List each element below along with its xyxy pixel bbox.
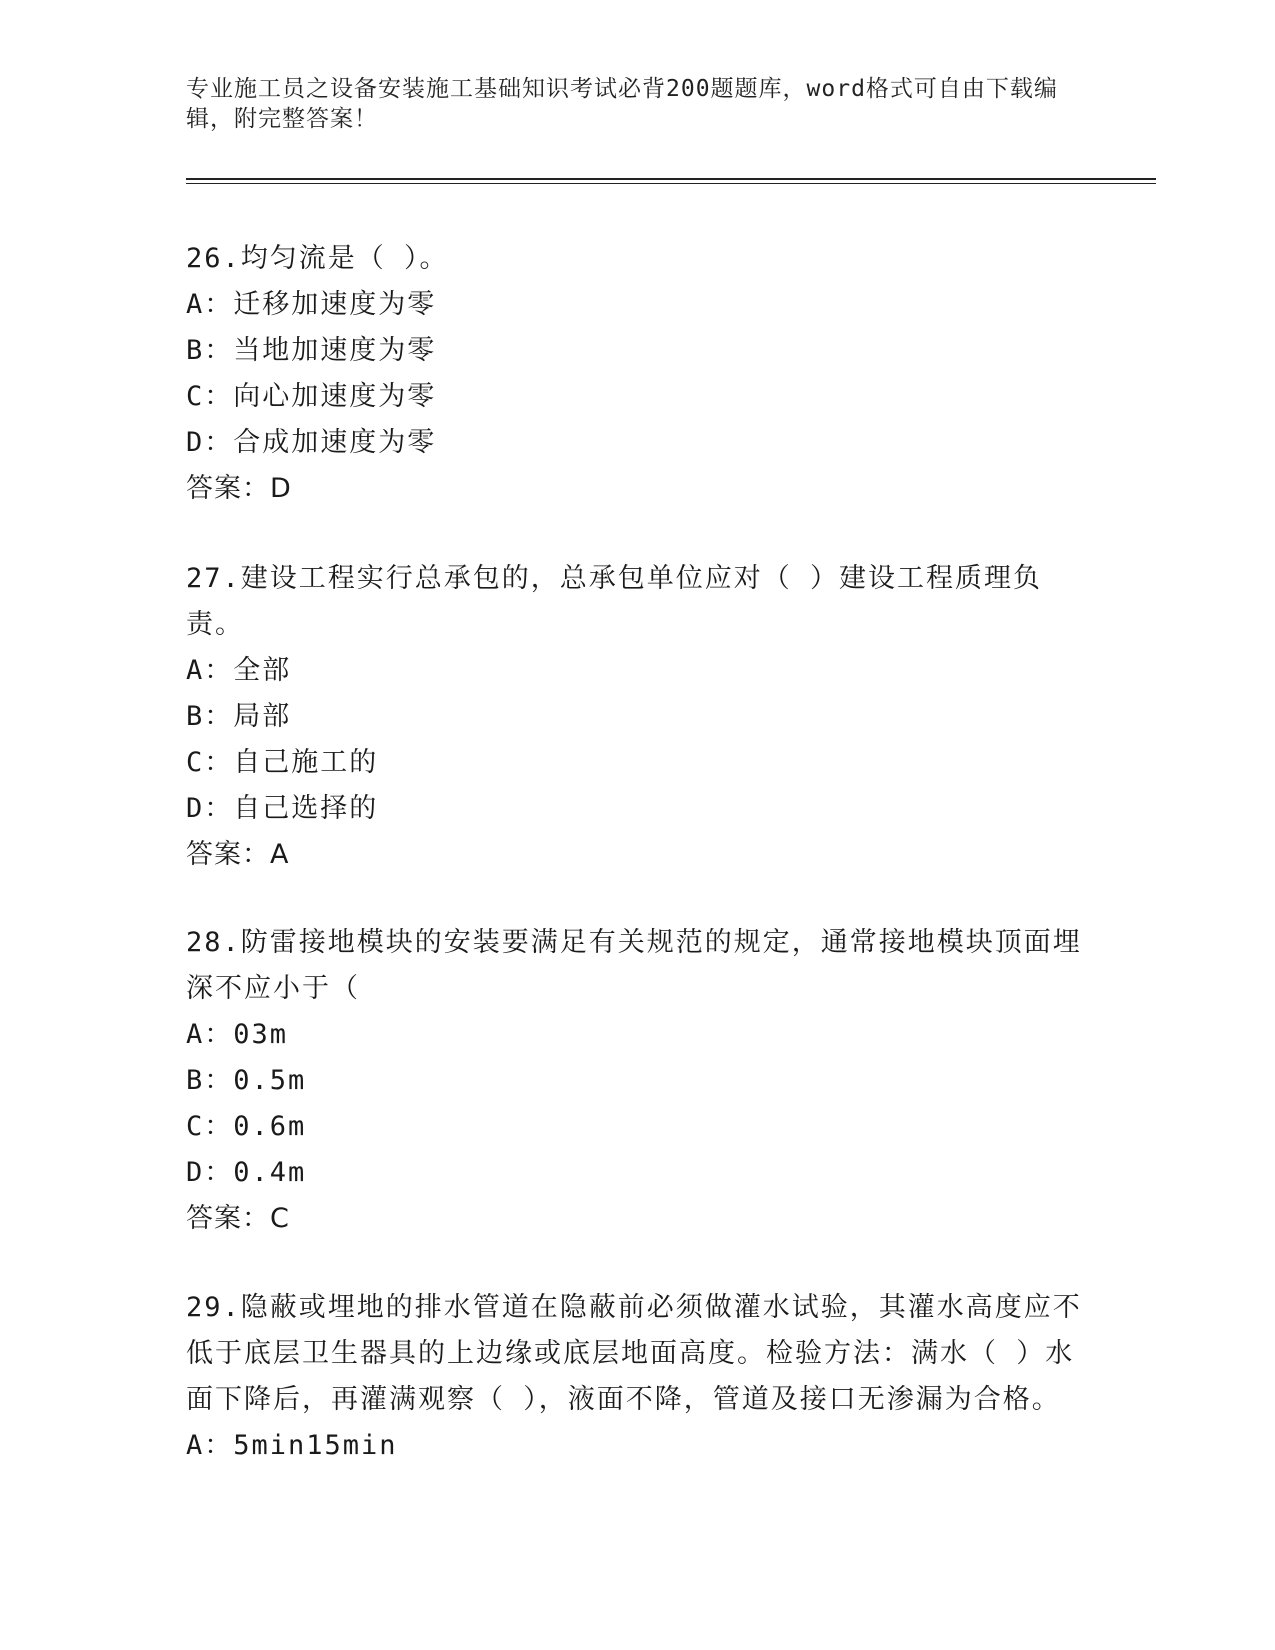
question-27 xyxy=(186,556,1086,878)
header-divider-thin xyxy=(186,183,1156,184)
question-29 xyxy=(186,1285,1086,1469)
question-26 xyxy=(186,236,1086,512)
header-divider-thick xyxy=(186,178,1156,180)
answer-line: 答案：A xyxy=(186,839,290,870)
answer-line: 答案：C xyxy=(186,1203,290,1234)
question-28 xyxy=(186,920,1086,1242)
option-c: C：0.6m xyxy=(186,1111,307,1142)
question-stem: 27.建设工程实行总承包的，总承包单位应对（ ）建设工程质理负责。 xyxy=(186,563,1043,640)
option-d: D：0.4m xyxy=(186,1157,307,1188)
question-stem: 26.均匀流是（ ）。 xyxy=(186,243,449,274)
question-stem: 29.隐蔽或埋地的排水管道在隐蔽前必须做灌水试验，其灌水高度应不低于底层卫生器具的上边缘或底层地面高度。检验方法：满水（ ）水面下降后，再灌满观察（ ），液面不降，管道及接口无渗漏为合格。 xyxy=(186,1292,1082,1415)
document-header-title: 专业施工员之设备安装施工基础知识考试必背200题题库，word格式可自由下载编辑，附完整答案！ xyxy=(186,76,1058,132)
option-a: A：5min15min xyxy=(186,1430,398,1461)
option-b: B：当地加速度为零 xyxy=(186,335,437,366)
option-d: D：自己选择的 xyxy=(186,793,379,824)
option-d: D：合成加速度为零 xyxy=(186,427,437,458)
option-a: A：迁移加速度为零 xyxy=(186,289,437,320)
option-c: C：向心加速度为零 xyxy=(186,381,437,412)
option-a: A：全部 xyxy=(186,655,292,686)
option-c: C：自己施工的 xyxy=(186,747,379,778)
option-b: B：局部 xyxy=(186,701,292,732)
answer-line: 答案：D xyxy=(186,473,292,504)
option-a: A：03m xyxy=(186,1019,289,1050)
option-b: B：0.5m xyxy=(186,1065,307,1096)
question-stem: 28.防雷接地模块的安装要满足有关规范的规定，通常接地模块顶面埋深不应小于（ xyxy=(186,927,1082,1004)
